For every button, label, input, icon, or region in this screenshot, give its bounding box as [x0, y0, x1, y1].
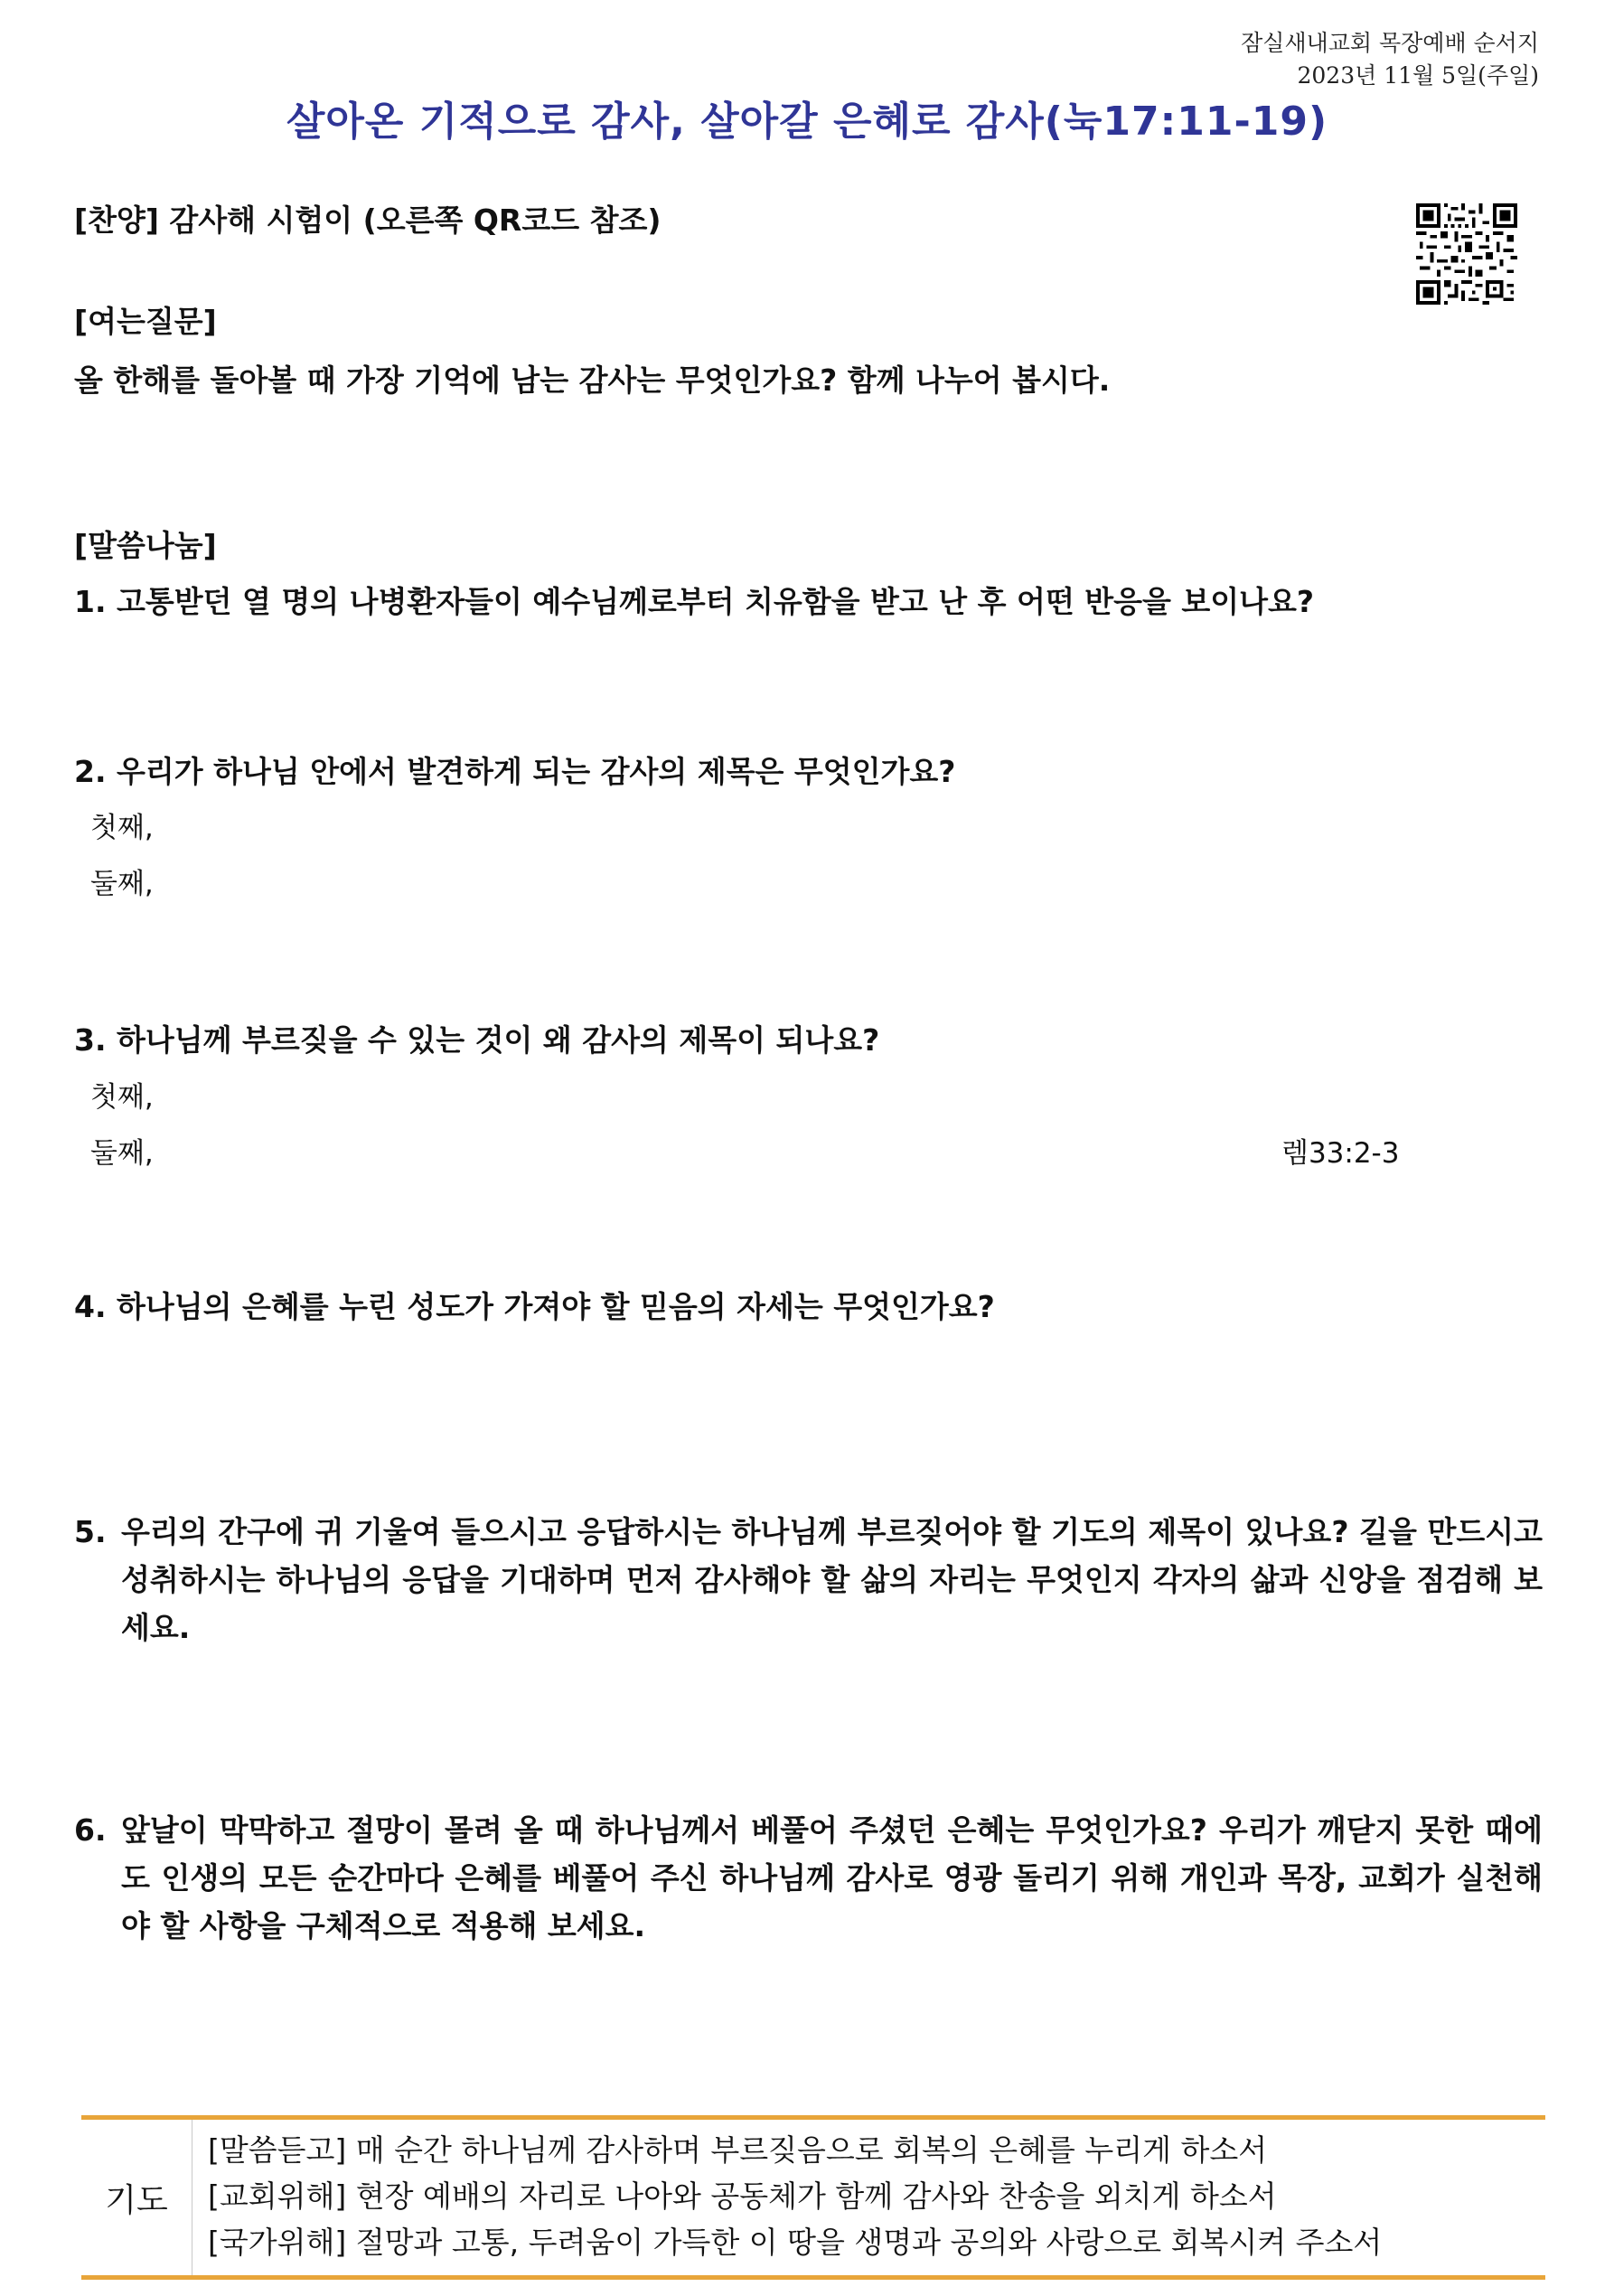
- question-6: [74, 1806, 1543, 1950]
- q2-second: 둘째,: [90, 868, 154, 900]
- opening-heading: [여는질문]: [74, 304, 217, 339]
- question-text: 고통받던 열 명의 나병환자들이 예수님께로부터 치유함을 받고 난 후 어떤 반응을 보이나요?: [117, 584, 1315, 619]
- header-org: 잠실새내교회 목장예배 순서지: [1241, 30, 1539, 56]
- praise-line: [찬양] 감사해 시험이 (오른쪽 QR코드 참조): [74, 202, 662, 238]
- question-number: 4.: [74, 1289, 107, 1324]
- question-number: 2.: [74, 754, 107, 789]
- question-5: [74, 1508, 1543, 1651]
- question-2: [74, 748, 955, 791]
- prayer-line: [국가위해] 절망과 고통, 두려움이 가득한 이 땅을 생명과 공의와 사랑으로 회복시켜 주소서: [208, 2225, 1383, 2260]
- qr-code-icon[interactable]: [1416, 203, 1517, 305]
- header-date: 2023년 11월 5일(주일): [1297, 62, 1539, 89]
- question-number: 5.: [74, 1514, 107, 1549]
- question-text: 우리가 하나님 안에서 발견하게 되는 감사의 제목은 무엇인가요?: [117, 754, 956, 789]
- question-number: 6.: [74, 1812, 107, 1848]
- prayer-box: [81, 2115, 1545, 2280]
- q3-first: 첫째,: [90, 1081, 154, 1114]
- prayer-line: [말씀듣고] 매 순간 하나님께 감사하며 부르짖음으로 회복의 은혜를 누리게 하소서: [208, 2132, 1268, 2168]
- question-number: 1.: [74, 584, 107, 619]
- question-text: 앞날이 막막하고 절망이 몰려 올 때 하나님께서 베풀어 주셨던 은혜는 무엇인가요? 우리가 깨닫지 못한 때에도 인생의 모든 순간마다 은혜를 베풀어 주신 하나님께 감사로 영광 돌리기 위해 개인과 목장, 교회가 실천해야 할 사항을 구체적으로 적용해 보세요.: [121, 1812, 1543, 1943]
- question-4: [74, 1284, 995, 1326]
- question-text: 우리의 간구에 귀 기울여 들으시고 응답하시는 하나님께 부르짖어야 할 기도의 제목이 있나요? 길을 만드시고 성취하시는 하나님의 응답을 기대하며 먼저 감사해야 할 삶의 자리는 무엇인지 각자의 삶과 신앙을 점검해 보세요.: [121, 1514, 1543, 1645]
- opening-question: 올 한해를 돌아볼 때 가장 기억에 남는 감사는 무엇인가요? 함께 나누어 봅시다.: [74, 362, 1111, 398]
- prayer-lines: [208, 2127, 1382, 2265]
- question-3: [74, 1017, 879, 1059]
- q3-second: 둘째,: [90, 1137, 154, 1170]
- sharing-heading: [말씀나눔]: [74, 528, 217, 563]
- question-text: 하나님께 부르짖을 수 있는 것이 왜 감사의 제목이 되나요?: [117, 1022, 880, 1058]
- scripture-reference: 렘33:2-3: [1281, 1137, 1400, 1170]
- q2-first: 첫째,: [90, 812, 154, 844]
- page-title: 살아온 기적으로 감사, 살아갈 은혜로 감사(눅17:11-19): [286, 99, 1328, 145]
- question-1: [74, 579, 1314, 621]
- prayer-line: [교회위해] 현장 예배의 자리로 나아와 공동체가 함께 감사와 찬송을 외치게 하소서: [208, 2178, 1277, 2214]
- question-text: 하나님의 은혜를 누린 성도가 가져야 할 믿음의 자세는 무엇인가요?: [117, 1289, 995, 1324]
- question-number: 3.: [74, 1022, 107, 1058]
- prayer-label: 기도: [81, 2120, 192, 2275]
